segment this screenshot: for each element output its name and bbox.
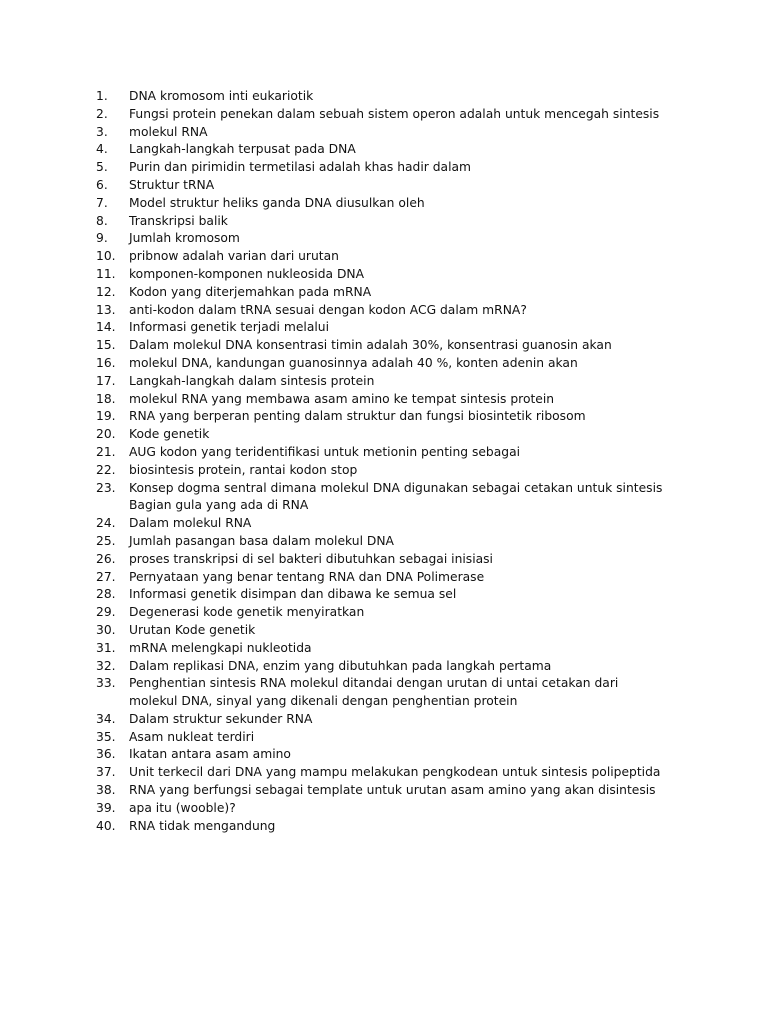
list-item — [96, 319, 716, 337]
item-text-line: molekul RNA yang membawa asam amino ke tempat sintesis protein — [129, 391, 555, 406]
list-item — [96, 266, 716, 284]
item-text — [129, 675, 716, 711]
item-text — [129, 248, 716, 266]
item-text-line: molekul DNA, kandungan guanosinnya adalah 40 %, konten adenin akan — [129, 355, 578, 370]
item-text — [129, 373, 716, 391]
list-item — [96, 408, 716, 426]
item-text — [129, 391, 716, 409]
list-item — [96, 764, 716, 782]
list-item — [96, 729, 716, 747]
item-text-line: Purin dan pirimidin termetilasi adalah khas hadir dalam — [129, 160, 472, 175]
list-item — [96, 230, 716, 248]
item-number: 31. — [96, 640, 116, 655]
list-item — [96, 586, 716, 604]
item-text-line: Informasi genetik disimpan dan dibawa ke semua sel — [129, 587, 457, 602]
list-item — [96, 337, 716, 355]
list-item — [96, 480, 716, 516]
item-text — [129, 230, 716, 248]
item-text-line: RNA yang berperan penting dalam struktur dan fungsi biosintetik ribosom — [129, 409, 586, 424]
item-text-line: proses transkripsi di sel bakteri dibutuhkan sebagai inisiasi — [129, 551, 493, 566]
item-number: 29. — [96, 605, 116, 620]
list-item — [96, 248, 716, 266]
item-text — [129, 355, 716, 373]
item-text — [129, 818, 716, 836]
list-item — [96, 818, 716, 836]
item-number: 20. — [96, 427, 116, 442]
item-number: 12. — [96, 284, 116, 299]
item-text — [129, 551, 716, 569]
item-number: 3. — [96, 124, 108, 139]
item-number: 35. — [96, 729, 116, 744]
item-text — [129, 88, 716, 106]
item-text-line: Ikatan antara asam amino — [129, 747, 291, 762]
item-text-line: Jumlah kromosom — [129, 231, 240, 246]
list-item — [96, 159, 716, 177]
list-item — [96, 515, 716, 533]
list-item — [96, 426, 716, 444]
item-text-line: mRNA melengkapi nukleotida — [129, 640, 312, 655]
item-number: 32. — [96, 658, 116, 673]
item-text-line: Informasi genetik terjadi melalui — [129, 320, 330, 335]
item-number: 4. — [96, 142, 108, 157]
list-item — [96, 373, 716, 391]
item-number: 24. — [96, 516, 116, 531]
item-text — [129, 462, 716, 480]
item-number: 8. — [96, 213, 108, 228]
item-number: 6. — [96, 177, 108, 192]
item-text — [129, 711, 716, 729]
item-text-line: Konsep dogma sentral dimana molekul DNA digunakan sebagai cetakan untuk sintesis — [129, 480, 663, 495]
item-number: 15. — [96, 338, 116, 353]
item-number: 36. — [96, 747, 116, 762]
item-text — [129, 746, 716, 764]
item-text-line: Dalam molekul DNA konsentrasi timin adalah 30%, konsentrasi guanosin akan — [129, 338, 612, 353]
list-item — [96, 462, 716, 480]
item-text — [129, 177, 716, 195]
item-number: 17. — [96, 373, 116, 388]
item-text — [129, 159, 716, 177]
list-item — [96, 444, 716, 462]
item-text — [129, 515, 716, 533]
item-text — [129, 604, 716, 622]
item-number: 13. — [96, 302, 116, 317]
item-text-line: Asam nukleat terdiri — [129, 729, 255, 744]
item-text — [129, 800, 716, 818]
item-text-line: DNA kromosom inti eukariotik — [129, 89, 314, 103]
list-item — [96, 141, 716, 159]
item-text-line: AUG kodon yang teridentifikasi untuk metionin penting sebagai — [129, 444, 521, 459]
item-text-line: Struktur tRNA — [129, 177, 215, 192]
item-text-line: Model struktur heliks ganda DNA diusulkan oleh — [129, 195, 425, 210]
item-number: 10. — [96, 249, 116, 264]
list-item — [96, 533, 716, 551]
item-text — [129, 337, 716, 355]
item-text — [129, 480, 716, 516]
item-text — [129, 266, 716, 284]
item-text — [129, 622, 716, 640]
item-text-line: Unit terkecil dari DNA yang mampu melakukan pengkodean untuk sintesis polipeptida — [129, 765, 661, 780]
item-text — [129, 782, 716, 800]
item-number: 14. — [96, 320, 116, 335]
item-number: 16. — [96, 355, 116, 370]
item-number: 11. — [96, 266, 116, 281]
item-text-line: pribnow adalah varian dari urutan — [129, 249, 339, 264]
item-text-line: Urutan Kode genetik — [129, 622, 256, 637]
list-item — [96, 675, 716, 711]
item-text-line: molekul DNA, sinyal yang dikenali dengan penghentian protein — [129, 694, 518, 709]
list-item — [96, 622, 716, 640]
list-item — [96, 569, 716, 587]
item-text-line: Dalam replikasi DNA, enzim yang dibutuhkan pada langkah pertama — [129, 658, 552, 673]
list-item — [96, 106, 716, 124]
list-item — [96, 213, 716, 231]
item-text-line: Kodon yang diterjemahkan pada mRNA — [129, 284, 372, 299]
list-item — [96, 551, 716, 569]
item-text-line: biosintesis protein, rantai kodon stop — [129, 462, 358, 477]
item-text — [129, 124, 716, 142]
item-text-line: Langkah-langkah terpusat pada DNA — [129, 142, 356, 157]
list-item — [96, 658, 716, 676]
item-number: 7. — [96, 195, 108, 210]
item-number: 30. — [96, 622, 116, 637]
item-text — [129, 729, 716, 747]
question-list — [96, 88, 716, 835]
item-text — [129, 444, 716, 462]
item-number: 22. — [96, 462, 116, 477]
item-text — [129, 658, 716, 676]
item-text — [129, 569, 716, 587]
list-item — [96, 800, 716, 818]
item-number: 39. — [96, 800, 116, 815]
item-number: 2. — [96, 106, 108, 121]
item-text-line: apa itu (wooble)? — [129, 800, 236, 815]
item-text — [129, 319, 716, 337]
item-text — [129, 408, 716, 426]
list-item — [96, 604, 716, 622]
list-item — [96, 124, 716, 142]
item-text — [129, 426, 716, 444]
item-number: 27. — [96, 569, 116, 584]
item-number: 1. — [96, 89, 108, 103]
item-text-line: Dalam molekul RNA — [129, 516, 252, 531]
item-number: 19. — [96, 409, 116, 424]
item-number: 26. — [96, 551, 116, 566]
item-text-line: Fungsi protein penekan dalam sebuah sistem operon adalah untuk mencegah sintesis — [129, 106, 660, 121]
item-text-line: RNA yang berfungsi sebagai template untuk urutan asam amino yang akan disintesis — [129, 783, 656, 798]
list-item — [96, 302, 716, 320]
item-text — [129, 302, 716, 320]
item-text — [129, 764, 716, 782]
item-text — [129, 106, 716, 124]
item-text-line: molekul RNA — [129, 124, 208, 139]
list-item — [96, 88, 716, 106]
item-number: 40. — [96, 818, 116, 833]
list-item — [96, 746, 716, 764]
item-text-line: Dalam struktur sekunder RNA — [129, 711, 313, 726]
item-number: 25. — [96, 533, 116, 548]
item-text — [129, 284, 716, 302]
item-number: 5. — [96, 160, 108, 175]
item-number: 28. — [96, 587, 116, 602]
list-item — [96, 782, 716, 800]
list-item — [96, 284, 716, 302]
item-number: 9. — [96, 231, 108, 246]
list-item — [96, 391, 716, 409]
item-text-line: Penghentian sintesis RNA molekul ditandai dengan urutan di untai cetakan dari — [129, 676, 619, 691]
item-number: 37. — [96, 765, 116, 780]
item-text-line: Transkripsi balik — [129, 213, 228, 228]
list-item — [96, 355, 716, 373]
item-text-line: Degenerasi kode genetik menyiratkan — [129, 605, 365, 620]
item-text — [129, 213, 716, 231]
item-number: 38. — [96, 783, 116, 798]
item-number: 34. — [96, 711, 116, 726]
item-text-line: Bagian gula yang ada di RNA — [129, 498, 309, 513]
item-text-line: anti-kodon dalam tRNA sesuai dengan kodon ACG dalam mRNA? — [129, 302, 527, 317]
item-text — [129, 195, 716, 213]
item-text — [129, 586, 716, 604]
item-text — [129, 533, 716, 551]
item-text-line: Jumlah pasangan basa dalam molekul DNA — [129, 533, 394, 548]
item-text — [129, 141, 716, 159]
item-text-line: komponen-komponen nukleosida DNA — [129, 266, 365, 281]
list-item — [96, 195, 716, 213]
item-number: 18. — [96, 391, 116, 406]
item-number: 21. — [96, 444, 116, 459]
item-number: 23. — [96, 480, 116, 495]
list-item — [96, 177, 716, 195]
item-text — [129, 640, 716, 658]
item-text-line: RNA tidak mengandung — [129, 818, 276, 833]
item-text-line: Langkah-langkah dalam sintesis protein — [129, 373, 375, 388]
list-item — [96, 711, 716, 729]
item-text-line: Pernyataan yang benar tentang RNA dan DNA Polimerase — [129, 569, 485, 584]
item-number: 33. — [96, 676, 116, 691]
list-item — [96, 640, 716, 658]
item-text-line: Kode genetik — [129, 427, 210, 442]
